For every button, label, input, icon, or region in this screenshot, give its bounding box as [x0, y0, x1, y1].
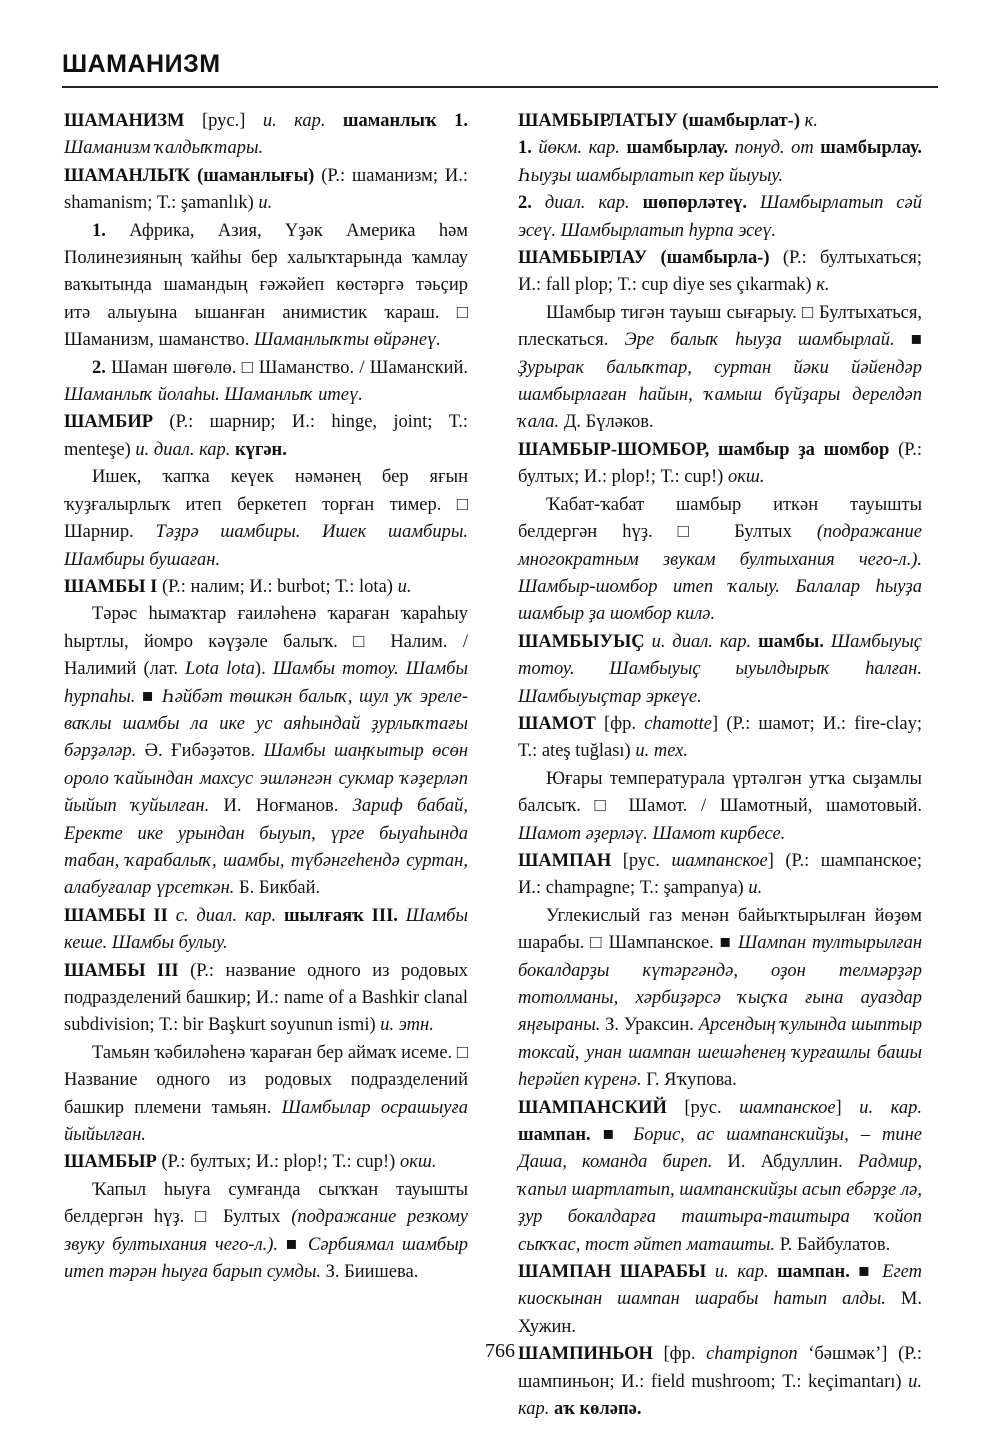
entry-text: М. Хужин. [518, 1289, 923, 1337]
entry-text: Арсендың ҡулында шыптыр токсай, унан шампан шешәһенең ҡурғашлы башы һерәйеп күренә. [518, 1015, 922, 1091]
entry-text: Шамбы кеше. Шамбы булыу. [64, 905, 468, 954]
dictionary-entry [518, 437, 922, 492]
headword: ШАМПАН ШАРАБЫ [518, 1262, 707, 1283]
dictionary-entry [518, 190, 922, 245]
entry-text: к. [816, 275, 830, 296]
definition-paragraph [64, 1177, 468, 1287]
running-head: ШАМАНИЗМ [62, 50, 221, 78]
entry-text: Тамьян ҡәбиләһенә ҡараған бер аймаҡ исеме. □ Название одного из родовых подразделений башкир племени тамьян. [64, 1042, 468, 1118]
entry-text: и. кар. [518, 1371, 922, 1420]
entry-text: и. кар. [859, 1097, 922, 1118]
dictionary-entry [64, 108, 468, 163]
entry-text: [рус. [611, 850, 672, 871]
definition-paragraph [64, 218, 468, 355]
entry-text: и. тех. [635, 741, 689, 762]
definition-paragraph [64, 464, 468, 574]
entry-text: И. Ноғманов. [209, 796, 353, 817]
headword: ШАМБЫ II [64, 905, 168, 926]
entry-text: champignon [706, 1344, 798, 1365]
entry-text: Шаманизм ҡалдыҡтары. [64, 138, 264, 159]
definition-paragraph [64, 1040, 468, 1150]
entry-text: (шаманлығы) [190, 165, 315, 186]
dictionary-entry [64, 409, 468, 464]
entry-text: Зариф бабай, Еректе ике урындан быуып, үрге быуаһында табан, ҡарабалыҡ, шамбы, түбәнгеһендә суртан, алабуғалар үрсеткән. [64, 796, 468, 899]
dictionary-entry [64, 903, 468, 958]
entry-text: Тәрәс һымаҡтар ғаиләһенә ҡараған ҡараһыу һыртлы, йомро кәүҙәле балыҡ. □ Налим. / Налимий (лат. [64, 604, 468, 680]
entry-text: шампан. [518, 1125, 591, 1146]
entry-text: ■ [590, 1125, 634, 1146]
entry-text: Шампан тултырылған бокалдарҙы күтәргәндә, оҙон телмәрҙәр тотолманы, хәрбиҙәрсә ҡыҫҡа ғына ауаздар яңғыраны. [518, 933, 922, 1036]
entry-text: [фр. [652, 1344, 707, 1365]
entry-text: Шаман шөғөлө. □ Шаманство. / Шаманский. [105, 357, 468, 378]
dictionary-entry [518, 711, 922, 766]
entry-text: шампан. [768, 1262, 850, 1283]
headword: ШАМБЫРЛАУ [518, 248, 648, 269]
entry-text: с. диал. кар. [167, 905, 277, 926]
entry-text: ). [254, 659, 273, 680]
entry-text: Сәрбиямал шамбыр итеп тәрән һыуға барып сумды. [64, 1234, 468, 1283]
entry-text: Африка, Азия, Үҙәк Америка һәм Полинезияның ҡайһы бер халыҡтарында ҡамлау ваҡытында шамандың ғәжәйеп көстәргә тәьҫир итә алыуына ышанған анимистик ҡараш. □ Шаманизм, шаманство. [64, 220, 468, 351]
entry-text: З. Биишева. [320, 1262, 419, 1283]
entry-text: Шамот әҙерләү. Шамот кирбесе. [518, 823, 786, 844]
entry-text: Д. Бүләков. [559, 412, 654, 433]
entry-text: күгән. [230, 439, 287, 460]
headword: ШАМБЫ I [64, 576, 158, 597]
dictionary-entry [64, 958, 468, 1040]
entry-text: ■ [278, 1234, 308, 1255]
entry-text: Эре балыҡ һыуҙа шамбырлай. [624, 330, 895, 351]
dictionary-entry [518, 629, 922, 711]
entry-text: [рус.] [184, 111, 263, 131]
headword: ШАМОТ [518, 713, 596, 734]
headword: ШАМАНИЗМ [64, 111, 185, 131]
entry-text: Һыуҙы шамбырлатып кер йыуыу. [518, 165, 784, 186]
left-column [64, 108, 468, 1286]
dictionary-entry [64, 1149, 468, 1176]
dictionary-entry [518, 848, 922, 903]
entry-text: понуд. от [728, 138, 814, 159]
entry-text: З. Ураксин. [600, 1015, 699, 1036]
entry-text: (Р.: название одного из родовых подразделений башкир; И.: name of a Bashkir clanal subdivision; Т.: bir Başkurt soyunun ismi) [64, 960, 468, 1036]
entry-text: Lota lota [185, 659, 255, 680]
entry-text: шөпөрләтеү. [629, 193, 747, 214]
entry-text: 1. [92, 220, 106, 241]
entry-text: Юғары температурала үртәлгән утҡа сыҙамлы балсыҡ. □ Шамот. / Шамотный, шамотовый. [518, 768, 922, 817]
entry-text: [фр. [595, 713, 645, 734]
definition-paragraph [518, 300, 922, 437]
entry-text: и. диал. кар. [135, 439, 231, 460]
entry-text: Ә. Ғибәҙәтов. [136, 741, 264, 762]
entry-text: Радмир, ҡапыл шартлатып, шампанскийҙы асып ебәрҙе лә, ҙур бокалдарға таштыра-таштыра ҡойоп сыҡҡас, тост әйтеп маташты. [518, 1152, 922, 1255]
headword: ШАМАНЛЫҠ [64, 165, 191, 186]
entry-text: Ҡапыл һыуға сумғанда сыҡҡан тауышты белдергән һүҙ. □ Бултых [64, 1179, 468, 1228]
entry-text: Шаманлыҡ йолаһы. Шаманлыҡ итеү. [64, 385, 363, 406]
dictionary-entry [518, 108, 922, 135]
entry-text: Шамбыр тигән тауыш сығарыу. □ Бултыхаться, плескаться. [518, 302, 922, 351]
entry-text: 2. [518, 193, 532, 214]
headword: ШАМБЫ III [64, 960, 179, 981]
headword: ШАМПАН [518, 850, 612, 871]
dictionary-entry [64, 163, 468, 218]
definition-paragraph [64, 601, 468, 902]
entry-text: йөкм. кар. [531, 138, 620, 159]
entry-text: шаманлыҡ 1. [325, 111, 468, 131]
dictionary-entry [518, 1095, 922, 1259]
page-number: 766 [485, 1340, 515, 1362]
entry-text: Шамбылар осрашыуға йыйылған. [64, 1097, 468, 1146]
entry-text: Шамбы тотоу. Шамбы һурпаһы. [64, 659, 468, 707]
entry-text: Борис, ас шампанскийҙы, – тине Даша, команда биреп. [518, 1125, 922, 1173]
entry-text: Шамбы шаңҡытыр өсөн ороло ҡайындан махсус эшләнгән сукмар ҡәҙерләп йыйып ҡуйылған. [64, 741, 468, 817]
entry-text: ‘бәшмәк’] (Р.: шампиньон; И.: field mushroom; Т.: keçimantarı) [518, 1344, 922, 1392]
entry-text: Ҙурырак балыҡтар, суртан йәки йәйендәр шамбырлаған һайын, ҡамыш бүйҙары дерелдәп ҡала. [518, 357, 922, 433]
entry-text: к. [804, 111, 818, 131]
headword: ШАМБЫР [64, 1152, 157, 1173]
entry-text: шамбырлау. [619, 138, 729, 159]
headword: ШАМБИР [64, 412, 154, 433]
entry-text: ■ [135, 686, 162, 707]
entry-text: окш. [727, 467, 765, 488]
entry-text: (Р.: бултых; И.: plop!; Т.: cup!) [518, 439, 922, 488]
entry-text: и. [748, 878, 763, 899]
entry-text: (Р.: бултыхаться; И.: fall plop; Т.: cup diye ses çıkarmak) [518, 248, 922, 296]
header-rule [62, 86, 938, 88]
headword: ШАМБЫРЛАТЫУ [518, 111, 678, 131]
dictionary-entry [64, 574, 468, 601]
entry-text: (шамбырла-) [647, 248, 770, 269]
entry-text: ] (Р.: шампанское; И.: champagne; Т.: şampanya) [518, 850, 922, 899]
definition-paragraph [518, 492, 922, 629]
entry-text: шылғаяҡ III. [276, 905, 398, 926]
entry-text: (Р.: шаманизм; И.: shamanism; Т.: şamanlık) [64, 165, 469, 214]
definition-paragraph [64, 355, 468, 410]
entry-text: шамбырлау. [813, 138, 922, 159]
entry-text: ■ [894, 330, 922, 351]
definition-paragraph [518, 766, 922, 848]
entry-text: аҡ көләпә. [549, 1399, 642, 1420]
entry-text: 2. [92, 357, 106, 378]
entry-text: Углекислый газ менән байыҡтырылған йөҙөм шарабы. □ Шампанское. ■ [518, 905, 922, 954]
entry-text: Ҡабат-ҡабат шамбыр иткән тауышты белдергән һүҙ. □ Бултых [518, 494, 922, 543]
entry-text: Шамбырлатып сәй эсеү. Шамбырлатып һурпа эсеү. [518, 193, 922, 241]
dictionary-entry [518, 245, 922, 300]
entry-text: и. [258, 193, 273, 214]
entry-text: шампанское [671, 850, 768, 871]
dictionary-entry [518, 1259, 922, 1341]
entry-text: Шамбыуыҫ тотоу. Шамбыуыҫ ыуылдырыҡ һалған. Шамбыуыҫтар эркеүе. [518, 631, 922, 707]
entry-text: шампанское [739, 1097, 836, 1118]
entry-text: Тәҙрә шамбиры. Ишек шамбиры. Шамбиры бушаған. [64, 522, 468, 570]
entry-text: шамбыр ҙа шомбор [709, 439, 890, 460]
entry-text: 1. [518, 138, 532, 159]
right-column [518, 108, 922, 1424]
entry-text: Б. Бикбай. [234, 878, 321, 899]
entry-text: (подражание резкому звуку бултыхания чего-л.). [64, 1207, 469, 1255]
entry-text: Г. Яҡупова. [641, 1070, 737, 1091]
entry-text: ] [835, 1097, 860, 1118]
entry-text: chamotte [644, 713, 713, 734]
entry-text: Р. Байбулатов. [775, 1234, 891, 1255]
entry-text: ] (Р.: шамот; И.: fire-clay; Т.: ateş tuğlası) [518, 713, 922, 762]
entry-text: Шаманлыҡты өйрәнеү. [254, 330, 441, 351]
headword: ШАМБЫР-ШОМБОР, [518, 439, 710, 460]
entry-text: (Р.: бултых; И.: plop!; Т.: cup!) [156, 1152, 400, 1173]
entry-text: Ишек, ҡапҡа кеүек нәмәнең бер яғын ҡуҙғалырлыҡ итеп беркетеп торған тимер. □ Шарнир. [64, 467, 468, 543]
entry-text: и. кар. [706, 1262, 769, 1283]
entry-text: (Р.: шарнир; И.: hinge, joint; Т.: menteşe) [64, 412, 468, 460]
entry-text: окш. [399, 1152, 437, 1173]
entry-text: И. Абдуллин. [712, 1152, 858, 1173]
definition-paragraph [518, 903, 922, 1095]
entry-text: и. диал. кар. [644, 631, 752, 652]
entry-text: шамбы. [751, 631, 824, 652]
entry-text: ■ [849, 1262, 883, 1283]
entry-text: (Р.: налим; И.: burbot; Т.: lota) [157, 576, 398, 597]
headword: ШАМПИНЬОН [518, 1344, 653, 1365]
entry-text: и. [397, 576, 412, 597]
dictionary-entry [518, 135, 922, 190]
entry-text: Егет киоскынан шампан шарабы һатып алды. [518, 1262, 922, 1310]
headword: ШАМПАНСКИЙ [518, 1097, 667, 1118]
entry-text: (подражание многократным звукам бултыхания чего-л.). Шамбыр-шомбор итеп ҡалыу. Балалар һыуҙа шамбыр ҙа шомбор килә. [518, 522, 922, 625]
entry-text: [рус. [666, 1097, 740, 1118]
headword: ШАМБЫУЫҪ [518, 631, 645, 652]
entry-text: диал. кар. [531, 193, 630, 214]
entry-text: Һәйбәт төшкән балыҡ, шул уҡ эреле-ваҡлы шамбы ла ике ус аяһындай ҙурлыҡтағы бәрҙәләр. [64, 686, 468, 762]
entry-text: и. кар. [262, 111, 326, 131]
entry-text: и. этн. [380, 1015, 434, 1036]
entry-text: (шамбырлат-) [677, 111, 805, 131]
